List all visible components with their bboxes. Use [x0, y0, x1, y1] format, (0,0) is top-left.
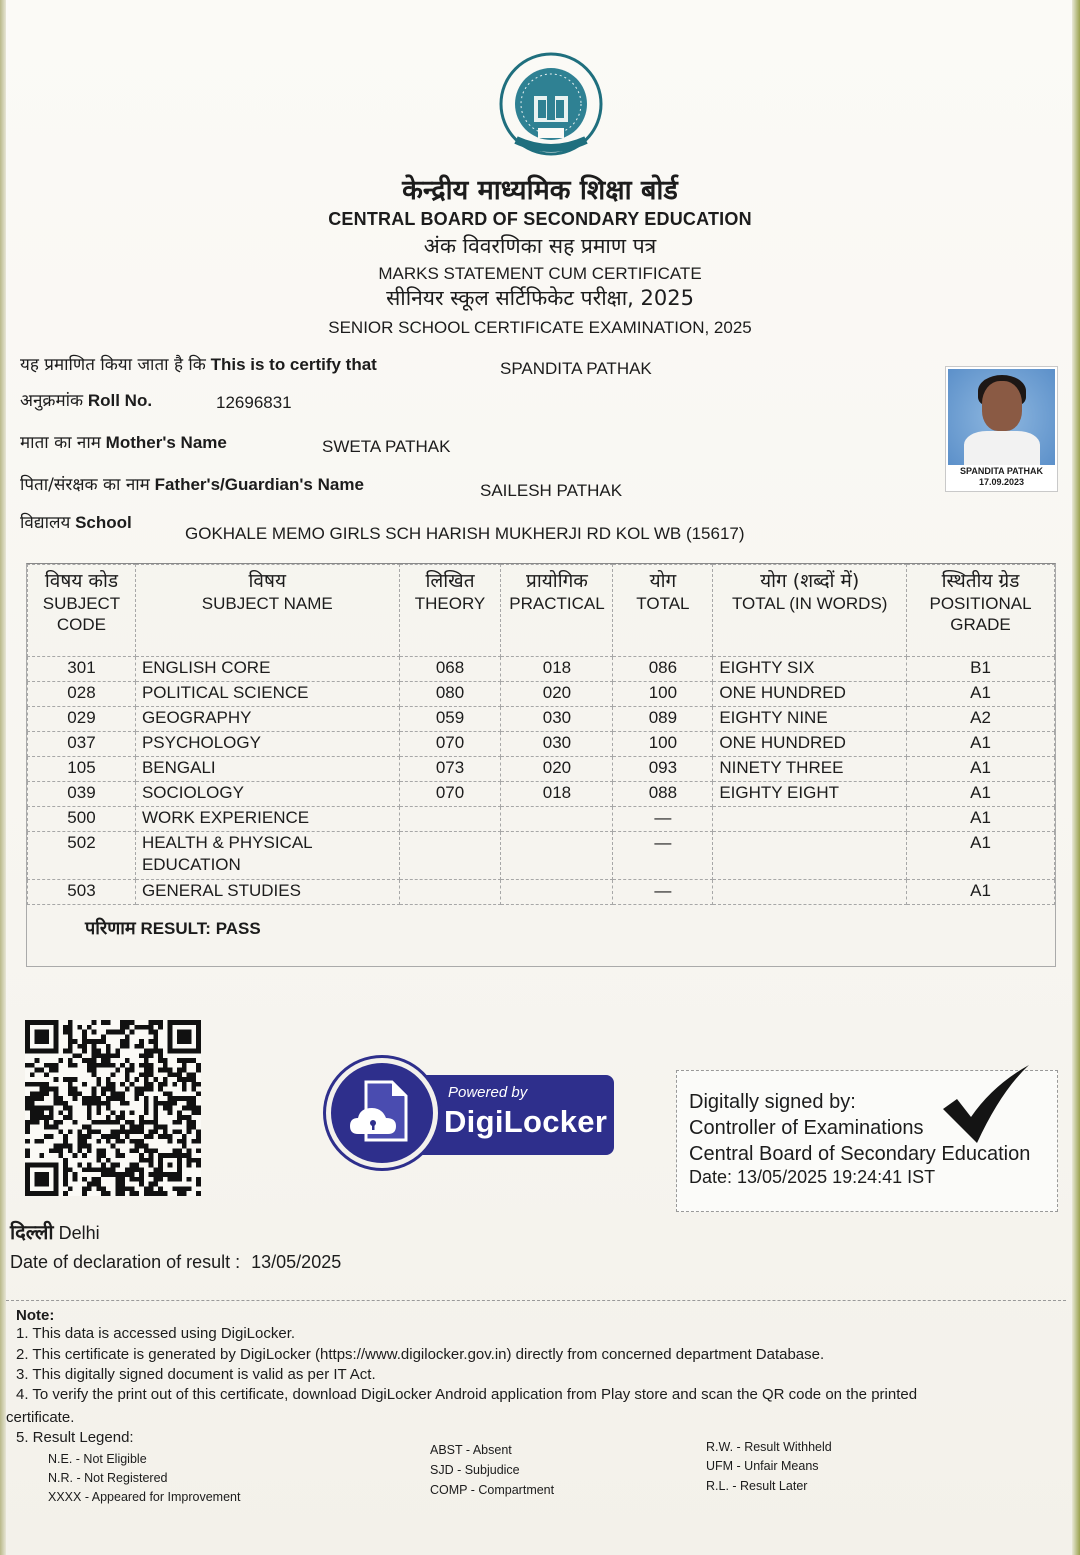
note-item-continuation: certificate.: [6, 1409, 75, 1426]
digilocker-powered-text: Powered by: [448, 1084, 528, 1101]
roll-number: 12696831: [216, 393, 292, 412]
photo-caption-date: 17.09.2023: [978, 477, 1025, 487]
total-in-words: EIGHTY SIX: [713, 657, 907, 682]
declaration-label: Date of declaration of result :: [10, 1252, 241, 1272]
signed-date: Date: 13/05/2025 19:24:41 IST: [689, 1167, 936, 1187]
photo-caption-name: SPANDITA PATHAK: [960, 466, 1043, 476]
subject-name: GENERAL STUDIES: [135, 880, 399, 905]
theory-marks: [399, 807, 501, 832]
subject-name: HEALTH & PHYSICAL EDUCATION: [135, 832, 399, 880]
table-row: [28, 757, 1055, 782]
positional-grade: B1: [907, 657, 1055, 682]
subject-code: 029: [28, 707, 136, 732]
theory-marks: [399, 832, 501, 880]
mother-label-english: Mother's Name: [105, 433, 227, 452]
digilocker-badge: [326, 1058, 616, 1168]
place-english: Delhi: [58, 1223, 100, 1243]
legend-item: R.W. - Result Withheld: [706, 1440, 832, 1454]
total-marks: —: [613, 880, 713, 905]
subject-code: 500: [28, 807, 136, 832]
total-marks: 093: [613, 757, 713, 782]
school-field: [20, 510, 132, 533]
col-header-subject-code: विषय कोड SUBJECT CODE: [28, 565, 136, 657]
table-row: [28, 682, 1055, 707]
father-name: SAILESH PATHAK: [480, 481, 623, 500]
digital-signature-box: [676, 1070, 1058, 1212]
note-item: 3. This digitally signed document is valid as per IT Act.: [16, 1366, 376, 1383]
note-item: 4. To verify the print out of this certificate, download DigiLocker Android application from Play store and scan the QR code on the printed: [16, 1386, 918, 1403]
practical-marks: 020: [501, 682, 613, 707]
total-marks: 086: [613, 657, 713, 682]
subject-code: 502: [28, 832, 136, 880]
document-title-hindi: अंक विवरणिका सह प्रमाण पत्र: [423, 234, 657, 258]
subject-code: 301: [28, 657, 136, 682]
total-in-words: [713, 807, 907, 832]
total-in-words: [713, 832, 907, 880]
legend-item: N.E. - Not Eligible: [48, 1452, 147, 1466]
document-title-english: MARKS STATEMENT CUM CERTIFICATE: [378, 264, 702, 283]
certify-label-english: This is to certify that: [210, 355, 377, 374]
subject-name: WORK EXPERIENCE: [135, 807, 399, 832]
legend-item: XXXX - Appeared for Improvement: [48, 1490, 241, 1504]
roll-label-hindi: अनुक्रमांक: [20, 391, 84, 411]
total-marks: 100: [613, 682, 713, 707]
total-marks: —: [613, 807, 713, 832]
notes-title: Note:: [16, 1307, 55, 1324]
declaration-date-line: [10, 1252, 341, 1273]
practical-marks: [501, 832, 613, 880]
photo-caption: [948, 465, 1055, 489]
col-header-subject-name: विषय SUBJECT NAME: [135, 565, 399, 657]
legend-item: COMP - Compartment: [430, 1483, 555, 1497]
total-in-words: ONE HUNDRED: [713, 732, 907, 757]
table-row: [28, 657, 1055, 682]
subject-code: 503: [28, 880, 136, 905]
positional-grade: A1: [907, 732, 1055, 757]
result-line: [85, 916, 261, 940]
subject-name: GEOGRAPHY: [135, 707, 399, 732]
col-header-total-words: योग (शब्दों में) TOTAL (IN WORDS): [713, 565, 907, 657]
positional-grade: A2: [907, 707, 1055, 732]
positional-grade: A1: [907, 807, 1055, 832]
school-label-hindi: विद्यालय: [20, 513, 71, 533]
col-header-grade: स्थितीय ग्रेड POSITIONAL GRADE: [907, 565, 1055, 657]
practical-marks: [501, 880, 613, 905]
practical-marks: [501, 807, 613, 832]
practical-marks: 030: [501, 732, 613, 757]
marks-table-header: [28, 565, 1055, 657]
total-marks: 089: [613, 707, 713, 732]
father-label-english: Father's/Guardian's Name: [154, 475, 364, 494]
roll-label-english: Roll No.: [87, 391, 153, 410]
total-in-words: [713, 880, 907, 905]
note-item: 2. This certificate is generated by DigiLocker (https://www.digilocker.gov.in) directly from concerned department Database.: [16, 1346, 825, 1363]
school-label-english: School: [75, 513, 132, 532]
qr-code-icon[interactable]: [22, 1020, 204, 1196]
table-row: [28, 732, 1055, 757]
board-name-english: CENTRAL BOARD OF SECONDARY EDUCATION: [328, 209, 752, 229]
theory-marks: 068: [399, 657, 501, 682]
marks-table-container: [26, 563, 1056, 967]
practical-marks: 030: [501, 707, 613, 732]
mother-name-field: [20, 430, 227, 453]
subject-name: ENGLISH CORE: [135, 657, 399, 682]
declaration-date: 13/05/2025: [251, 1252, 342, 1272]
signed-by-org: Central Board of Secondary Education: [689, 1143, 1031, 1165]
subject-name: BENGALI: [135, 757, 399, 782]
certify-field: [20, 352, 377, 375]
total-marks: 100: [613, 732, 713, 757]
legend-item: N.R. - Not Registered: [48, 1471, 168, 1485]
exam-name-hindi: सीनियर स्कूल सर्टिफिकेट परीक्षा, 2025: [386, 286, 694, 310]
cbse-emblem-icon: [496, 52, 606, 162]
subject-code: 028: [28, 682, 136, 707]
marks-table: [27, 564, 1055, 905]
subject-code: 039: [28, 782, 136, 807]
note-item: 1. This data is accessed using DigiLocker.: [16, 1325, 296, 1342]
school-name: GOKHALE MEMO GIRLS SCH HARISH MUKHERJI RD KOL WB (15617): [185, 524, 745, 543]
table-row: [28, 707, 1055, 732]
total-marks: —: [613, 832, 713, 880]
col-header-theory: लिखित THEORY: [399, 565, 501, 657]
total-in-words: NINETY THREE: [713, 757, 907, 782]
total-in-words: ONE HUNDRED: [713, 682, 907, 707]
subject-code: 037: [28, 732, 136, 757]
table-row: [28, 880, 1055, 905]
subject-code: 105: [28, 757, 136, 782]
positional-grade: A1: [907, 832, 1055, 880]
theory-marks: 073: [399, 757, 501, 782]
positional-grade: A1: [907, 880, 1055, 905]
positional-grade: A1: [907, 757, 1055, 782]
certify-label-hindi: यह प्रमाणित किया जाता है कि: [20, 355, 206, 375]
theory-marks: [399, 880, 501, 905]
board-name-hindi: केन्द्रीय माध्यमिक शिक्षा बोर्ड: [402, 175, 678, 206]
practical-marks: 018: [501, 657, 613, 682]
digilocker-brand-text: DigiLocker: [444, 1104, 608, 1139]
mother-name: SWETA PATHAK: [322, 437, 451, 456]
father-label-hindi: पिता/संरक्षक का नाम: [20, 475, 150, 495]
table-row: [28, 782, 1055, 807]
place: [10, 1218, 100, 1245]
total-in-words: EIGHTY EIGHT: [713, 782, 907, 807]
total-marks: 088: [613, 782, 713, 807]
signed-by-title: Controller of Examinations: [689, 1117, 924, 1139]
positional-grade: A1: [907, 682, 1055, 707]
student-photo: [945, 366, 1058, 492]
subject-name: POLITICAL SCIENCE: [135, 682, 399, 707]
legend-item: UFM - Unfair Means: [706, 1459, 819, 1473]
check-mark-icon: [939, 1065, 1033, 1145]
col-header-total: योग TOTAL: [613, 565, 713, 657]
subject-name: PSYCHOLOGY: [135, 732, 399, 757]
legend-item: SJD - Subjudice: [430, 1463, 520, 1477]
signed-by-label: Digitally signed by:: [689, 1091, 856, 1113]
result-value: PASS: [215, 919, 261, 938]
theory-marks: 059: [399, 707, 501, 732]
practical-marks: 018: [501, 782, 613, 807]
table-row: [28, 807, 1055, 832]
positional-grade: A1: [907, 782, 1055, 807]
subject-name: SOCIOLOGY: [135, 782, 399, 807]
result-label-hindi: परिणाम: [85, 918, 136, 939]
result-label-english: RESULT:: [140, 919, 211, 938]
col-header-practical: प्रायोगिक PRACTICAL: [501, 565, 613, 657]
table-row: [28, 832, 1055, 880]
theory-marks: 070: [399, 732, 501, 757]
student-name: SPANDITA PATHAK: [500, 359, 652, 378]
mother-label-hindi: माता का नाम: [20, 433, 101, 453]
theory-marks: 070: [399, 782, 501, 807]
exam-name-english: SENIOR SCHOOL CERTIFICATE EXAMINATION, 2025: [328, 318, 752, 337]
notes-section: [6, 1300, 1066, 1520]
father-name-field: [20, 472, 364, 495]
legend-item: R.L. - Result Later: [706, 1479, 808, 1493]
document-cloud-lock-icon: [344, 1076, 424, 1152]
legend-title: 5. Result Legend:: [16, 1429, 134, 1446]
practical-marks: 020: [501, 757, 613, 782]
place-hindi: दिल्ली: [10, 1220, 54, 1244]
legend-item: ABST - Absent: [430, 1443, 512, 1457]
theory-marks: 080: [399, 682, 501, 707]
roll-no-field: [20, 388, 152, 411]
total-in-words: EIGHTY NINE: [713, 707, 907, 732]
